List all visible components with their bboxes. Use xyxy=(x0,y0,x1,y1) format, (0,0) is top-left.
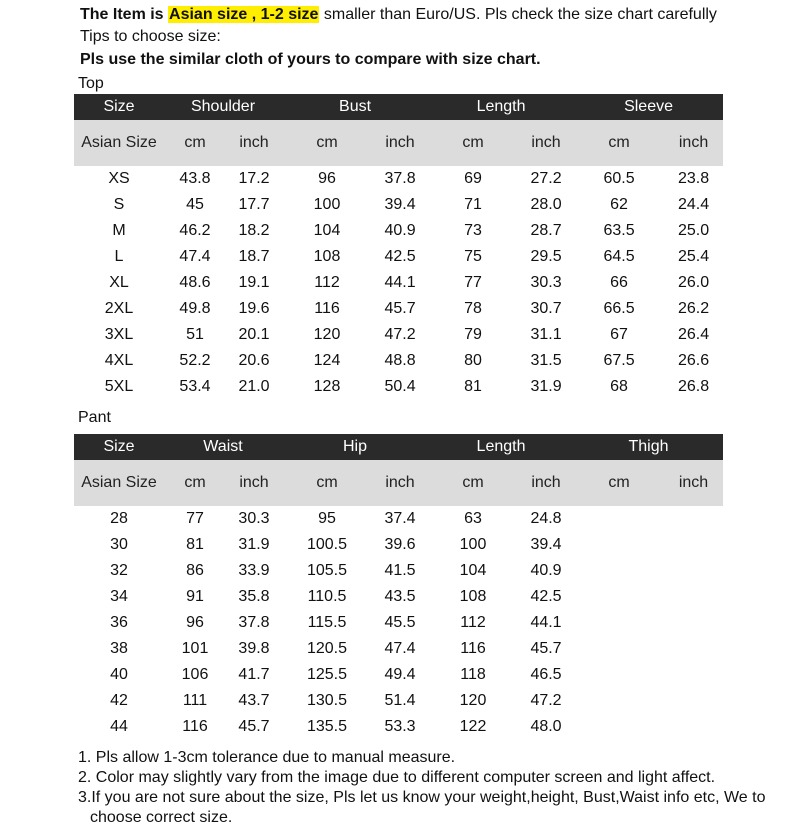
measure-cell: 53.3 xyxy=(384,718,416,735)
measure-cell: 27.2 xyxy=(530,170,562,187)
measure-cell: 120.5 xyxy=(306,640,348,657)
measure-cell xyxy=(664,662,723,688)
unit-cm: cm xyxy=(282,460,372,506)
asian-size-highlight: Asian size , 1-2 size xyxy=(169,6,319,23)
top-size-table xyxy=(74,94,723,400)
measure-cell: 71 xyxy=(464,196,482,213)
measure-cell: 75 xyxy=(464,248,482,265)
pant-table-row xyxy=(74,662,723,688)
pant-table-row xyxy=(74,532,723,558)
measure-cell: 112 xyxy=(314,274,340,291)
measure-cell: 52.2 xyxy=(179,352,211,369)
measure-cell: 45.7 xyxy=(530,640,562,657)
size-cell: 2XL xyxy=(104,300,134,317)
measure-cell: 64.5 xyxy=(603,248,635,265)
measure-cell xyxy=(574,558,664,584)
note-tolerance: 1. Pls allow 1-3cm tolerance due to manual measure. xyxy=(78,749,456,766)
unit-inch: inch xyxy=(664,120,723,166)
measure-cell xyxy=(574,714,664,740)
measure-cell xyxy=(574,662,664,688)
measure-cell: 20.1 xyxy=(238,326,270,343)
top-unit-row xyxy=(74,120,723,166)
measure-cell: 45.5 xyxy=(384,614,416,631)
measure-cell: 19.6 xyxy=(238,300,270,317)
measure-cell: 31.1 xyxy=(530,326,562,343)
measure-cell: 116 xyxy=(314,300,340,317)
pant-header-waist: Waist xyxy=(164,434,282,460)
measure-cell: 25.4 xyxy=(677,248,710,265)
measure-cell: 130.5 xyxy=(306,692,348,709)
size-cell: M xyxy=(112,222,126,239)
measure-cell: 110.5 xyxy=(307,588,347,605)
measure-cell: 24.4 xyxy=(677,196,710,213)
top-table-row xyxy=(74,270,723,296)
measure-cell: 30.3 xyxy=(530,274,562,291)
size-cell: 42 xyxy=(110,692,128,709)
top-header-length: Length xyxy=(428,94,574,120)
measure-cell: 44.1 xyxy=(530,614,562,631)
measure-cell: 37.8 xyxy=(384,170,416,187)
measure-cell: 105.5 xyxy=(306,562,348,579)
top-table-body xyxy=(74,166,723,400)
pant-header-size: Size xyxy=(74,434,164,460)
measure-cell: 125.5 xyxy=(306,666,348,683)
measure-cell: 39.4 xyxy=(530,536,562,553)
measure-cell: 39.8 xyxy=(238,640,270,657)
unit-cm: cm xyxy=(574,120,664,166)
pant-table-row xyxy=(74,714,723,740)
measure-cell: 96 xyxy=(318,170,336,187)
unit-inch: inch xyxy=(372,120,428,166)
measure-cell xyxy=(574,610,664,636)
measure-cell: 106 xyxy=(181,666,209,683)
measure-cell: 41.5 xyxy=(384,562,416,579)
measure-cell: 43.5 xyxy=(384,588,416,605)
top-table-row xyxy=(74,296,723,322)
measure-cell: 24.8 xyxy=(530,510,562,527)
size-cell: 44 xyxy=(110,718,128,735)
measure-cell: 41.7 xyxy=(238,666,270,683)
measure-cell: 49.4 xyxy=(384,666,416,683)
measure-cell: 108 xyxy=(459,588,487,605)
measure-cell: 101 xyxy=(181,640,209,657)
measure-cell: 48.8 xyxy=(384,352,416,369)
measure-cell xyxy=(664,506,723,532)
measure-cell: 42.5 xyxy=(530,588,562,605)
unit-cm: cm xyxy=(282,120,372,166)
measure-cell: 18.2 xyxy=(238,222,270,239)
intro-prefix: The Item is xyxy=(80,6,169,23)
top-table-row xyxy=(74,166,723,192)
unit-cm: cm xyxy=(574,460,664,506)
top-table-row xyxy=(74,192,723,218)
measure-cell: 53.4 xyxy=(179,378,211,395)
tips-instruction: Pls use the similar cloth of yours to compare with size chart. xyxy=(80,51,541,68)
measure-cell: 37.8 xyxy=(238,614,270,631)
measure-cell xyxy=(574,532,664,558)
measure-cell: 26.8 xyxy=(677,378,710,395)
top-header-bust: Bust xyxy=(282,94,428,120)
size-cell: 40 xyxy=(110,666,128,683)
measure-cell: 111 xyxy=(182,692,208,709)
measure-cell: 40.9 xyxy=(530,562,562,579)
measure-cell: 51.4 xyxy=(384,692,416,709)
unit-inch: inch xyxy=(226,120,282,166)
pant-section-label: Pant xyxy=(78,409,111,426)
unit-inch: inch xyxy=(664,460,723,506)
measure-cell: 29.5 xyxy=(530,248,562,265)
top-asian-size-label: Asian Size xyxy=(74,120,164,166)
measure-cell: 122 xyxy=(459,718,487,735)
measure-cell: 80 xyxy=(464,352,482,369)
measure-cell: 31.9 xyxy=(238,536,270,553)
measure-cell: 17.2 xyxy=(238,170,270,187)
measure-cell: 43.7 xyxy=(238,692,270,709)
unit-inch: inch xyxy=(518,120,574,166)
measure-cell: 35.8 xyxy=(238,588,270,605)
intro-suffix: smaller than Euro/US. Pls check the size chart carefully xyxy=(319,6,717,23)
measure-cell: 115.5 xyxy=(307,614,347,631)
measure-cell: 33.9 xyxy=(238,562,270,579)
measure-cell: 47.2 xyxy=(384,326,416,343)
size-cell: 3XL xyxy=(104,326,134,343)
measure-cell: 116 xyxy=(182,718,208,735)
notes-list xyxy=(78,748,793,828)
size-cell: XL xyxy=(109,274,129,291)
pant-header-thigh: Thigh xyxy=(574,434,723,460)
measure-cell: 81 xyxy=(464,378,482,395)
measure-cell: 124 xyxy=(313,352,341,369)
measure-cell: 120 xyxy=(459,692,487,709)
unit-cm: cm xyxy=(164,120,226,166)
measure-cell: 81 xyxy=(186,536,204,553)
top-section-label: Top xyxy=(78,75,104,92)
measure-cell xyxy=(664,714,723,740)
pant-header-hip: Hip xyxy=(282,434,428,460)
measure-cell: 67 xyxy=(610,326,628,343)
measure-cell: 20.6 xyxy=(238,352,270,369)
measure-cell: 108 xyxy=(313,248,341,265)
size-cell: 36 xyxy=(110,614,128,631)
measure-cell: 45.7 xyxy=(238,718,270,735)
measure-cell: 118 xyxy=(460,666,486,683)
measure-cell: 79 xyxy=(464,326,482,343)
measure-cell: 30.7 xyxy=(530,300,562,317)
measure-cell xyxy=(664,636,723,662)
measure-cell: 26.2 xyxy=(677,300,710,317)
measure-cell xyxy=(574,688,664,714)
measure-cell xyxy=(664,532,723,558)
top-header-size: Size xyxy=(74,94,164,120)
measure-cell: 68 xyxy=(610,378,628,395)
measure-cell: 21.0 xyxy=(238,378,270,395)
measure-cell: 17.7 xyxy=(238,196,270,213)
measure-cell: 28.7 xyxy=(530,222,562,239)
pant-table-row xyxy=(74,636,723,662)
size-cell: 5XL xyxy=(104,378,134,395)
measure-cell: 46.5 xyxy=(530,666,562,683)
measure-cell: 112 xyxy=(460,614,486,631)
measure-cell: 50.4 xyxy=(384,378,416,395)
measure-cell: 73 xyxy=(464,222,482,239)
measure-cell: 43.8 xyxy=(179,170,211,187)
unit-inch: inch xyxy=(226,460,282,506)
unit-cm: cm xyxy=(164,460,226,506)
measure-cell: 120 xyxy=(313,326,341,343)
measure-cell: 46.2 xyxy=(179,222,211,239)
measure-cell: 116 xyxy=(460,640,486,657)
measure-cell: 30.3 xyxy=(238,510,270,527)
measure-cell xyxy=(574,506,664,532)
measure-cell: 96 xyxy=(186,614,204,631)
pant-header-length: Length xyxy=(428,434,574,460)
measure-cell: 49.8 xyxy=(179,300,211,317)
measure-cell: 47.4 xyxy=(384,640,416,657)
measure-cell: 23.8 xyxy=(677,170,710,187)
top-table-row xyxy=(74,348,723,374)
unit-inch: inch xyxy=(372,460,428,506)
measure-cell: 28.0 xyxy=(530,196,562,213)
unit-inch: inch xyxy=(518,460,574,506)
unit-cm: cm xyxy=(428,120,518,166)
size-cell: 30 xyxy=(110,536,128,553)
size-cell: L xyxy=(114,248,124,265)
pant-table-row xyxy=(74,584,723,610)
measure-cell: 47.4 xyxy=(179,248,211,265)
measure-cell: 45 xyxy=(186,196,204,213)
measure-cell: 63 xyxy=(464,510,482,527)
measure-cell: 62 xyxy=(610,196,628,213)
measure-cell: 31.5 xyxy=(530,352,562,369)
measure-cell: 135.5 xyxy=(306,718,348,735)
note-color: 2. Color may slightly vary from the image due to different computer screen and light affect. xyxy=(78,769,716,786)
measure-cell: 19.1 xyxy=(238,274,270,291)
measure-cell: 78 xyxy=(464,300,482,317)
measure-cell: 100 xyxy=(459,536,487,553)
top-table-row xyxy=(74,374,723,400)
top-table-row xyxy=(74,244,723,270)
measure-cell: 69 xyxy=(464,170,482,187)
top-table-row xyxy=(74,218,723,244)
size-cell: 28 xyxy=(110,510,128,527)
top-header-sleeve: Sleeve xyxy=(574,94,723,120)
measure-cell: 45.7 xyxy=(384,300,416,317)
pant-header-row xyxy=(74,434,723,460)
unit-cm: cm xyxy=(428,460,518,506)
measure-cell xyxy=(574,584,664,610)
intro-line-1 xyxy=(80,3,717,27)
measure-cell: 42.5 xyxy=(384,248,416,265)
measure-cell: 48.6 xyxy=(179,274,211,291)
measure-cell: 31.9 xyxy=(530,378,562,395)
measure-cell: 39.6 xyxy=(384,536,416,553)
pant-table-row xyxy=(74,688,723,714)
measure-cell: 26.6 xyxy=(677,352,710,369)
top-header-row xyxy=(74,94,723,120)
measure-cell xyxy=(664,584,723,610)
pant-size-table xyxy=(74,434,723,740)
measure-cell: 63.5 xyxy=(603,222,635,239)
measure-cell: 66 xyxy=(610,274,628,291)
measure-cell: 86 xyxy=(186,562,204,579)
measure-cell: 25.0 xyxy=(677,222,710,239)
tips-heading: Tips to choose size: xyxy=(80,28,221,45)
measure-cell: 77 xyxy=(186,510,204,527)
measure-cell: 67.5 xyxy=(603,352,635,369)
measure-cell: 40.9 xyxy=(384,222,416,239)
size-cell: 38 xyxy=(110,640,128,657)
measure-cell: 100.5 xyxy=(306,536,348,553)
measure-cell: 104 xyxy=(313,222,341,239)
measure-cell: 39.4 xyxy=(384,196,416,213)
pant-unit-row xyxy=(74,460,723,506)
measure-cell: 26.4 xyxy=(677,326,710,343)
measure-cell: 51 xyxy=(186,326,204,343)
measure-cell: 91 xyxy=(186,588,204,605)
measure-cell: 95 xyxy=(318,510,336,527)
size-cell: XS xyxy=(108,170,130,187)
measure-cell: 18.7 xyxy=(238,248,270,265)
measure-cell xyxy=(664,688,723,714)
pant-asian-size-label: Asian Size xyxy=(74,460,164,506)
pant-table-row xyxy=(74,610,723,636)
note-size-help: 3.If you are not sure about the size, Pls let us know your weight,height, Bust,Waist info etc, We to choose correct size. xyxy=(78,789,766,826)
pant-table-row xyxy=(74,506,723,532)
measure-cell: 44.1 xyxy=(384,274,416,291)
measure-cell: 128 xyxy=(313,378,341,395)
pant-table-body xyxy=(74,506,723,740)
measure-cell: 100 xyxy=(313,196,341,213)
measure-cell: 104 xyxy=(459,562,487,579)
pant-table-row xyxy=(74,558,723,584)
measure-cell: 66.5 xyxy=(603,300,635,317)
measure-cell: 26.0 xyxy=(677,274,710,291)
measure-cell: 60.5 xyxy=(603,170,635,187)
top-header-shoulder: Shoulder xyxy=(164,94,282,120)
measure-cell: 48.0 xyxy=(530,718,562,735)
size-cell: 4XL xyxy=(104,352,134,369)
size-cell: S xyxy=(113,196,125,213)
measure-cell: 47.2 xyxy=(530,692,562,709)
measure-cell: 37.4 xyxy=(384,510,416,527)
top-table-row xyxy=(74,322,723,348)
measure-cell: 77 xyxy=(464,274,482,291)
size-cell: 34 xyxy=(110,588,128,605)
measure-cell xyxy=(574,636,664,662)
measure-cell xyxy=(664,610,723,636)
size-cell: 32 xyxy=(110,562,128,579)
measure-cell xyxy=(664,558,723,584)
